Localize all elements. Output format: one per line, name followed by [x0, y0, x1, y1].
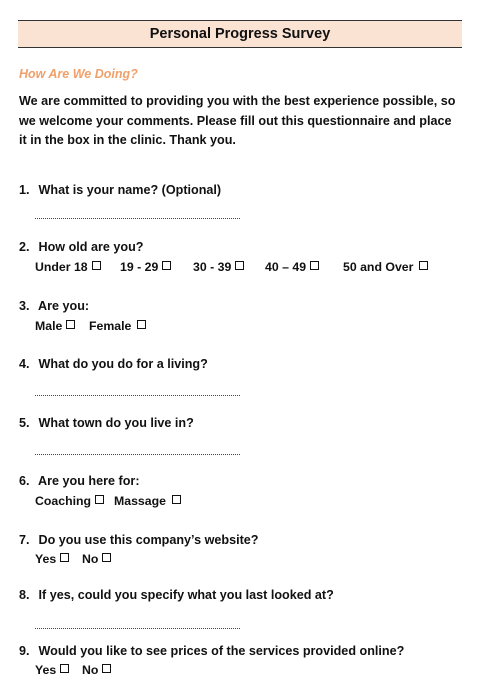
website-use-options	[35, 550, 185, 568]
question-text: Would you like to see prices of the services provided online?	[38, 644, 405, 658]
survey-title-band	[18, 20, 462, 48]
visit-purpose-options	[35, 492, 255, 510]
checkbox[interactable]	[172, 495, 181, 504]
question-number: 1.	[19, 183, 30, 197]
page-title: Personal Progress Survey	[149, 26, 331, 42]
checkbox[interactable]	[60, 664, 69, 673]
name-answer-line[interactable]	[35, 218, 240, 219]
section-subtitle: How Are We Doing?	[19, 67, 138, 81]
question-9	[19, 641, 404, 661]
checkbox[interactable]	[419, 261, 428, 270]
checkbox[interactable]	[60, 553, 69, 562]
age-option-30-39[interactable]: 30 - 39	[193, 258, 244, 276]
checkbox[interactable]	[310, 261, 319, 270]
question-number: 6.	[19, 474, 30, 488]
option-yes[interactable]: Yes	[35, 661, 69, 679]
question-number: 3.	[19, 299, 30, 313]
age-option-50-over[interactable]: 50 and Over	[343, 258, 428, 276]
question-number: 7.	[19, 533, 30, 547]
option-yes[interactable]: Yes	[35, 550, 69, 568]
option-massage[interactable]: Massage	[114, 492, 181, 510]
checkbox[interactable]	[102, 553, 111, 562]
question-text: Do you use this company’s website?	[38, 533, 259, 547]
checkbox[interactable]	[137, 320, 146, 329]
question-text: Are you here for:	[38, 474, 140, 488]
option-female[interactable]: Female	[89, 317, 146, 335]
checkbox[interactable]	[92, 261, 101, 270]
age-option-under-18[interactable]: Under 18	[35, 258, 101, 276]
age-options	[35, 258, 455, 276]
question-number: 8.	[19, 588, 30, 602]
checkbox[interactable]	[95, 495, 104, 504]
question-number: 5.	[19, 416, 30, 430]
gender-options	[35, 317, 235, 335]
question-3	[19, 296, 89, 316]
question-text: What is your name? (Optional)	[38, 183, 222, 197]
question-4	[19, 354, 208, 374]
checkbox[interactable]	[102, 664, 111, 673]
question-text: What do you do for a living?	[38, 357, 208, 371]
question-text: If yes, could you specify what you last looked at?	[38, 588, 334, 602]
question-6	[19, 471, 140, 491]
question-5	[19, 413, 194, 433]
question-text: Are you:	[38, 299, 90, 313]
question-8	[19, 585, 334, 605]
age-option-40-49[interactable]: 40 – 49	[265, 258, 319, 276]
option-male[interactable]: Male	[35, 317, 75, 335]
option-no[interactable]: No	[82, 550, 111, 568]
website-pages-answer-line[interactable]	[35, 628, 240, 629]
question-text: How old are you?	[38, 240, 144, 254]
question-7	[19, 530, 258, 550]
occupation-answer-line[interactable]	[35, 395, 240, 396]
question-1	[19, 180, 221, 200]
question-text: What town do you live in?	[38, 416, 194, 430]
option-no[interactable]: No	[82, 661, 111, 679]
checkbox[interactable]	[235, 261, 244, 270]
town-answer-line[interactable]	[35, 454, 240, 455]
checkbox[interactable]	[162, 261, 171, 270]
option-coaching[interactable]: Coaching	[35, 492, 104, 510]
question-2	[19, 237, 143, 257]
question-number: 9.	[19, 644, 30, 658]
question-number: 4.	[19, 357, 30, 371]
checkbox[interactable]	[66, 320, 75, 329]
online-prices-options	[35, 661, 185, 679]
age-option-19-29[interactable]: 19 - 29	[120, 258, 171, 276]
question-number: 2.	[19, 240, 30, 254]
intro-paragraph: We are committed to providing you with the best experience possible, so we welcome your comments. Please fill out this questionnaire and place it in the box in the clinic. Thank you.	[19, 94, 456, 147]
